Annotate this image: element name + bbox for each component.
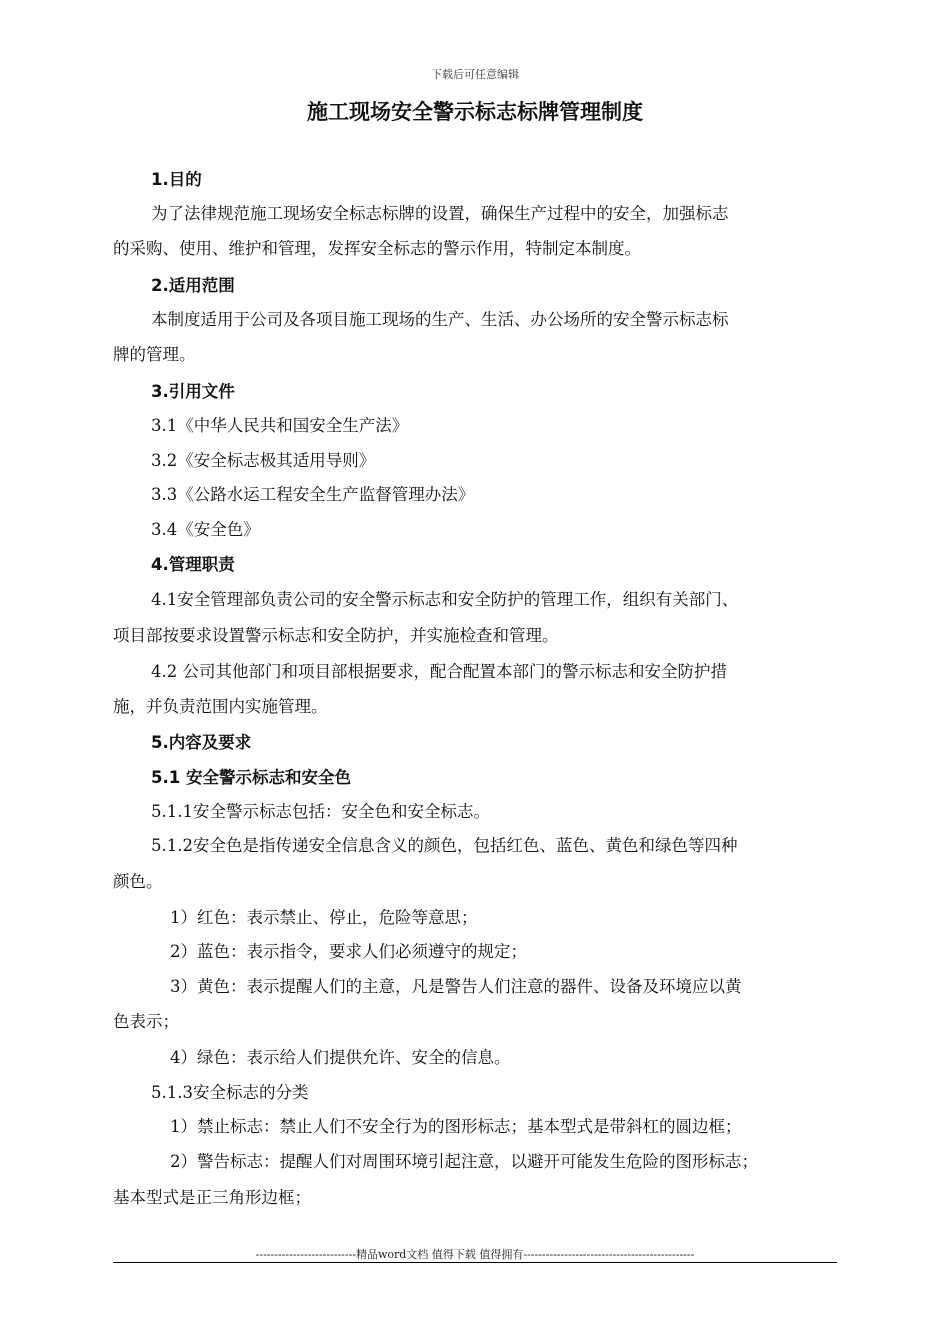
- section-heading-references: 3.引用文件: [151, 382, 235, 401]
- paragraph-line: 本制度适用于公司及各项目施工现场的生产、生活、办公场所的安全警示标志标: [151, 310, 729, 329]
- section-heading-responsibilities: 4.管理职责: [151, 555, 235, 574]
- paragraph-line: 4.2 公司其他部门和项目部根据要求，配合配置本部门的警示标志和安全防护措: [151, 662, 727, 681]
- reference-item: 3.4《安全色》: [151, 520, 260, 539]
- paragraph-line: 牌的管理。: [113, 345, 196, 364]
- list-item-continuation: 基本型式是正三角形边框；: [113, 1188, 311, 1207]
- paragraph-line: 项目部按要求设置警示标志和安全防护，并实施检查和管理。: [113, 626, 559, 645]
- list-item: 1）红色：表示禁止、停止，危险等意思；: [170, 908, 478, 927]
- footer-divider: [113, 1262, 837, 1263]
- reference-item: 3.1《中华人民共和国安全生产法》: [151, 416, 409, 435]
- document-title: 施工现场安全警示标志标牌管理制度: [307, 99, 643, 124]
- list-item-continuation: 色表示；: [113, 1012, 179, 1031]
- subsection-heading: 5.1 安全警示标志和安全色: [151, 768, 351, 787]
- paragraph-line: 5.1.2安全色是指传递安全信息含义的颜色，包括红色、蓝色、黄色和绿色等四种: [151, 836, 738, 855]
- list-item: 3）黄色：表示提醒人们的主意，凡是警告人们注意的器件、设备及环境应以黄: [170, 977, 742, 996]
- list-item: 4）绿色：表示给人们提供允许、安全的信息。: [170, 1048, 511, 1067]
- paragraph-line: 施，并负责范围内实施管理。: [113, 697, 328, 716]
- section-heading-scope: 2.适用范围: [151, 276, 235, 295]
- footer-text: ---------------------------精品word文档 值得下载 值得拥有----------------------------------------------: [255, 1248, 695, 1261]
- paragraph-line: 4.1安全管理部负责公司的安全警示标志和安全防护的管理工作，组织有关部门、: [151, 590, 739, 609]
- header-note: 下载后可任意编辑: [431, 68, 519, 81]
- list-item: 2）警告标志：提醒人们对周围环境引起注意，以避开可能发生危险的图形标志；: [170, 1152, 758, 1171]
- paragraph-line: 为了法律规范施工现场安全标志标牌的设置，确保生产过程中的安全，加强标志: [151, 204, 729, 223]
- paragraph-line: 的采购、使用、维护和管理，发挥安全标志的警示作用，特制定本制度。: [113, 239, 641, 258]
- section-heading-content: 5.内容及要求: [151, 733, 252, 752]
- paragraph-line: 颜色。: [113, 872, 163, 891]
- section-heading-purpose: 1.目的: [151, 170, 202, 189]
- list-item: 2）蓝色：表示指令，要求人们必须遵守的规定；: [170, 942, 527, 961]
- paragraph-line: 5.1.1安全警示标志包括：安全色和安全标志。: [151, 802, 490, 821]
- list-item: 1）禁止标志：禁止人们不安全行为的图形标志；基本型式是带斜杠的圆边框；: [170, 1117, 742, 1136]
- paragraph-line: 5.1.3安全标志的分类: [151, 1083, 309, 1102]
- reference-item: 3.2《安全标志极其适用导则》: [151, 451, 376, 470]
- reference-item: 3.3《公路水运工程安全生产监督管理办法》: [151, 485, 475, 504]
